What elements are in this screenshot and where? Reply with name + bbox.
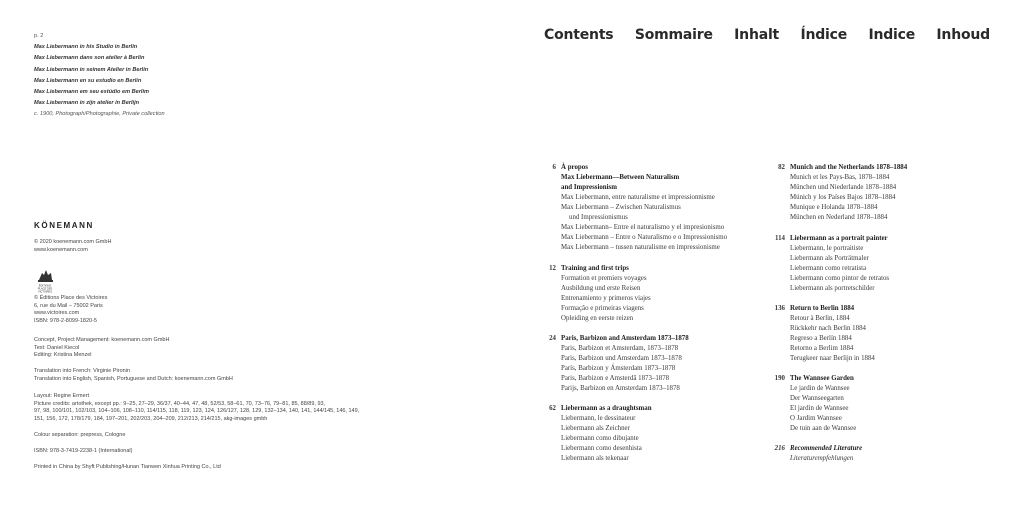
toc-title: Recommended Literature [790, 445, 863, 452]
toc-translation: París, Barbizon y Ámsterdam 1873–1878 [561, 365, 676, 372]
toc-translation: Regreso a Berlín 1884 [790, 335, 852, 342]
toc-entry-literature[interactable] [774, 444, 863, 464]
toc-translation: De tuin aan de Wannsee [790, 425, 857, 432]
toc-translation: Liebermann als portretschilder [790, 285, 875, 292]
credit-line: Concept, Project Management: koenemann.com GmbH [34, 337, 170, 343]
toc-title: Munich and the Netherlands 1878–1884 [790, 164, 908, 171]
place-des-victoires-logo-icon [34, 267, 56, 295]
toc-translation: Liebermann als Porträtmaler [790, 255, 869, 262]
credit-line: Editing: Kristina Menzel [34, 352, 92, 359]
caption-title-nl: Max Liebermann in zijn atelier in Berlijn [34, 100, 140, 107]
toc-title: À propos [561, 164, 588, 171]
toc-translation: Munich et les Pays-Bas, 1878–1884 [790, 174, 890, 181]
toc-title: Max Liebermann—Between Naturalism [561, 174, 680, 181]
toc-entry-training[interactable] [549, 264, 651, 324]
caption-credit: c. 1900, Photograph/Photographie, Private collection [34, 111, 165, 118]
toc-translation: Max Liebermann– Entre el naturalismo y el impresionismo [561, 224, 725, 231]
toc-translation: München en Nederland 1878–1884 [790, 214, 888, 221]
translation-block [34, 368, 394, 383]
pv-website-link[interactable]: www.victoires.com [34, 310, 80, 317]
toc-translation: Opleiding en eerste reizen [561, 315, 634, 322]
toc-entry-paris[interactable] [549, 334, 689, 394]
toc-translation: Liebermann als tekenaar [561, 455, 629, 462]
toc-page-number: 62 [549, 405, 556, 412]
heading-inhalt: Inhalt [734, 27, 780, 43]
pv-imprint [34, 295, 394, 325]
caption-title-fr: Max Liebermann dans son atelier à Berlin [34, 55, 145, 62]
toc-page-number: 114 [775, 235, 785, 242]
toc-entry-apropos[interactable] [552, 163, 728, 253]
toc-title: The Wannsee Garden [790, 375, 854, 382]
picture-credit-line: 97, 98, 100/101, 102/103, 104–106, 108–110, 114/115, 118, 119, 123, 124, 126/127, 128, 129, 132–134, 140, 141, 144/145, 146, 149, [34, 408, 360, 415]
toc-page-number: 136 [774, 305, 785, 312]
toc-translation: München und Niederlande 1878–1884 [790, 184, 897, 191]
toc-title: Return to Berlin 1884 [790, 305, 855, 312]
pv-line: 6, rue du Mail – 75002 Paris [34, 302, 103, 309]
toc-entry-draughtsman[interactable] [549, 404, 652, 464]
toc-page-number: 190 [774, 375, 785, 382]
pv-logo-line-2: PLACE DES [37, 287, 53, 291]
heading-inhoud: Inhoud [936, 27, 990, 43]
picture-credit-line: 151, 156, 172, 178/179, 184, 197–201, 202/203, 204–209, 212/213, 214/215, akg-images gmbh [34, 415, 268, 422]
toc-title: and Impressionism [561, 184, 617, 191]
toc-translation: Paris, Barbizon und Amsterdam 1873–1878 [561, 355, 682, 362]
toc-translation: Max Liebermann – Entre o Naturalismo e o Impressionismo [561, 234, 728, 241]
toc-translation: Ausbildung und erste Reisen [561, 285, 641, 292]
toc-translation: Múnich y los Países Bajos 1878–1884 [790, 194, 896, 201]
caption-title-pt: Max Liebermann em seu estúdio em Berlim [34, 89, 150, 96]
pv-line: © Éditions Place des Victoires [34, 295, 108, 301]
toc-page-number: 6 [552, 164, 556, 171]
toc-entry-wannsee[interactable] [774, 374, 857, 434]
pv-logo-line-1: ÉDITIONS [38, 284, 52, 288]
translation-line: Translation into French: Virginie Pironin [34, 368, 130, 374]
contents-headings [544, 27, 990, 43]
picture-credit-line: Picture credits: artothek, except pp.: 9–25, 27–29, 36/37, 40–44, 47, 48, 52/53, 58–61, 70, 73–76, 79–81, 85, 88/89, 93, [34, 400, 326, 407]
heading-contents: Contents [544, 27, 614, 43]
toc-title: Training and first trips [561, 265, 629, 272]
credits-block [34, 337, 394, 360]
layout-credits-block [34, 393, 394, 423]
credit-line: Text: Daniel Kiecol [34, 344, 80, 351]
printed-in: Printed in China by Shyft Publishing/Hunan Tianwen Xinhua Printing Co., Ltd [34, 464, 221, 470]
toc-translation: Munique e Holanda 1878–1884 [790, 204, 878, 211]
layout-line: Layout: Regine Ermert [34, 393, 90, 399]
caption-page-ref: p. 2 [34, 33, 44, 39]
toc-translation: Parijs, Barbizon en Amsterdam 1873–1878 [561, 385, 680, 392]
toc-translation: Max Liebermann, entre naturalisme et impressionnisme [561, 194, 715, 201]
toc-translation: Max Liebermann – Zwischen Naturalismus [561, 204, 681, 211]
toc-page-number: 24 [549, 335, 556, 342]
translation-line: Translation into English, Spanish, Portuguese and Dutch: koenemann.com GmbH [34, 375, 233, 382]
toc-translation: O Jardim Wannsee [790, 415, 842, 422]
caption-title-en: Max Liebermann in his Studio in Berlin [34, 44, 138, 51]
toc-translation: Le jardin de Wannsee [790, 385, 850, 392]
toc-translation: Entrenamiento y primeros viajes [561, 295, 651, 302]
toc-page-number: 82 [778, 164, 785, 171]
toc-translation: Liebermann als Zeichner [561, 425, 630, 432]
pv-isbn: ISBN: 978-2-8099-1820-5 [34, 317, 97, 324]
toc-title: Liebermann as a portrait painter [790, 235, 888, 242]
toc-translation: Liebermann como retratista [790, 265, 867, 272]
konemann-logo: KÖNEMANN [34, 221, 94, 230]
website-link[interactable]: www.koenemann.com [34, 246, 88, 253]
toc-page-number: 216 [774, 445, 785, 452]
toc-translation: Formação e primeiras viagens [561, 305, 644, 312]
toc-translation: Liebermann como pintor de retratos [790, 275, 890, 282]
heading-indice-pt: Indice [868, 27, 916, 43]
heading-sommaire: Sommaire [634, 27, 713, 43]
toc-title: Liebermann as a draughtsman [561, 405, 652, 412]
toc-translation: Liebermann, le dessinateur [561, 415, 636, 422]
toc-translation: Retorno a Berlim 1884 [790, 345, 854, 352]
toc-translation: Retour à Berlin, 1884 [790, 315, 850, 322]
toc-translation: Liebermann como dibujante [561, 435, 639, 442]
toc-translation: Rückkehr nach Berlin 1884 [790, 325, 866, 332]
toc-translation: Max Liebermann – tussen naturalisme en impressionisme [561, 244, 720, 251]
toc-translation: und Impressionismus [569, 214, 628, 221]
toc-title: Paris, Barbizon and Amsterdam 1873–1878 [561, 335, 689, 342]
caption-title-es: Max Liebermann en su estudio en Berlín [34, 77, 142, 84]
toc-entry-portrait[interactable] [775, 234, 890, 294]
toc-entry-munich[interactable] [778, 163, 908, 223]
toc-translation: El jardín de Wannsee [790, 405, 849, 412]
toc-entry-return-berlin[interactable] [774, 304, 875, 364]
pv-logo-line-3: VICTOIRES [38, 290, 52, 294]
colour-separation: Colour separation: prepress, Cologne [34, 432, 126, 438]
copyright-line: © 2020 koenemann.com GmbH [34, 239, 112, 245]
toc-translation: Liebermann, le portraitiste [790, 245, 864, 252]
photo-caption [34, 31, 334, 121]
toc-translation: Paris, Barbizon et Amsterdam, 1873–1878 [561, 345, 679, 352]
toc-translation: Terugkeer naar Berlijn in 1884 [790, 355, 875, 362]
toc-translation: Der Wannseegarten [790, 395, 844, 402]
isbn-international: ISBN: 978-3-7419-2238-1 (International) [34, 448, 133, 454]
toc-translation: Formation et premiers voyages [561, 275, 647, 282]
toc-translation: Paris, Barbizon e Amsterdã 1873–1878 [561, 375, 670, 382]
toc-translation: Liebermann como desenhista [561, 445, 642, 452]
caption-title-de: Max Liebermann in seinem Atelier in Berlin [34, 66, 149, 73]
toc-page-number: 12 [549, 265, 556, 272]
konemann-copyright [34, 239, 394, 254]
heading-indice-es: Índice [800, 27, 848, 43]
toc-translation: Literaturempfehlungen [790, 455, 854, 462]
